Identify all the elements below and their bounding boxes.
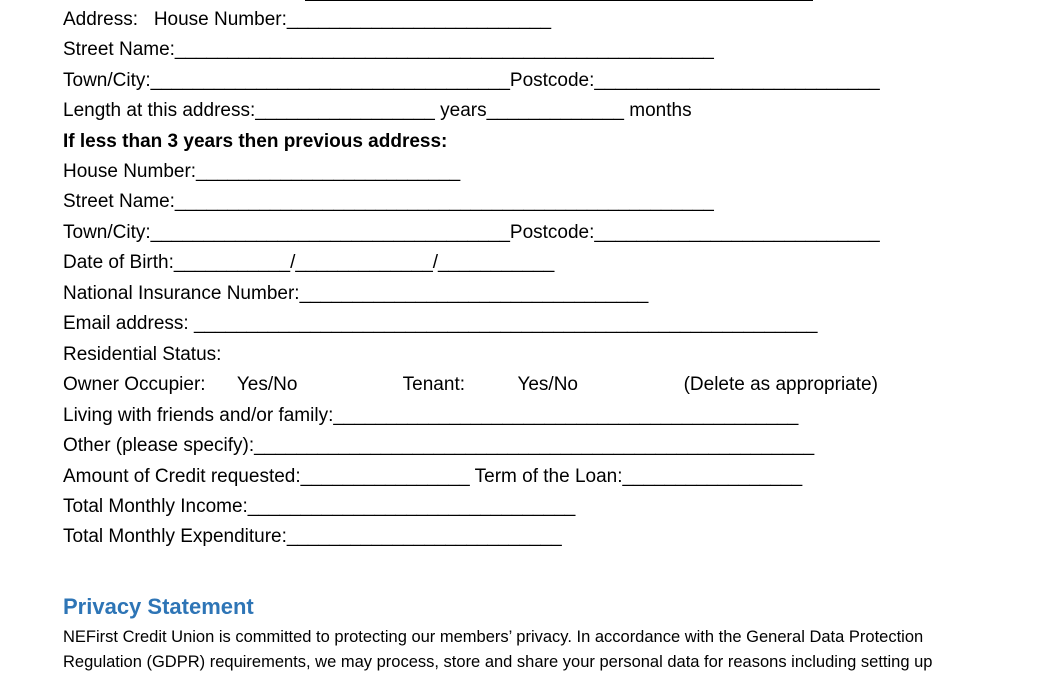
previous-town-postcode-field[interactable]: Town/City:__________________________________Postcode:___________________________	[63, 222, 880, 243]
previous-house-number-field[interactable]: House Number:_________________________	[63, 161, 461, 182]
previous-street-name-field[interactable]: Street Name:___________________________________________________	[63, 191, 714, 212]
length-at-address-field[interactable]: Length at this address:_________________ years_____________ months	[63, 100, 692, 121]
national-insurance-field[interactable]: National Insurance Number:_________________________________	[63, 283, 649, 304]
email-address-field[interactable]: Email address: ___________________________________________________________	[63, 313, 818, 334]
other-specify-field[interactable]: Other (please specify):_____________________________________________________	[63, 435, 815, 456]
monthly-expenditure-field[interactable]: Total Monthly Expenditure:__________________________	[63, 526, 562, 547]
residential-status-label: Residential Status:	[63, 344, 222, 365]
previous-address-heading: If less than 3 years then previous address:	[63, 131, 448, 152]
date-of-birth-field[interactable]: Date of Birth:___________/_____________/___________	[63, 252, 555, 273]
monthly-income-field[interactable]: Total Monthly Income:_______________________________	[63, 496, 576, 517]
street-name-field[interactable]: Street Name:___________________________________________________	[63, 39, 714, 60]
address-house-number-field[interactable]: Address: House Number:_________________________	[63, 9, 552, 30]
owner-tenant-options[interactable]: Owner Occupier: Yes/No Tenant: Yes/No (Delete as appropriate)	[63, 374, 878, 395]
credit-term-field[interactable]: Amount of Credit requested:________________ Term of the Loan:_________________	[63, 466, 803, 487]
privacy-paragraph-line-1: NEFirst Credit Union is committed to protecting our members’ privacy. In accordance with the General Data Protection	[63, 628, 924, 646]
living-with-family-field[interactable]: Living with friends and/or family:____________________________________________	[63, 405, 799, 426]
town-postcode-field[interactable]: Town/City:__________________________________Postcode:___________________________	[63, 70, 880, 91]
privacy-paragraph-line-2: Regulation (GDPR) requirements, we may process, store and share your personal data for reasons including setting up	[63, 653, 933, 671]
previous-field-underline	[305, 0, 813, 1]
privacy-statement-heading: Privacy Statement	[63, 594, 254, 619]
